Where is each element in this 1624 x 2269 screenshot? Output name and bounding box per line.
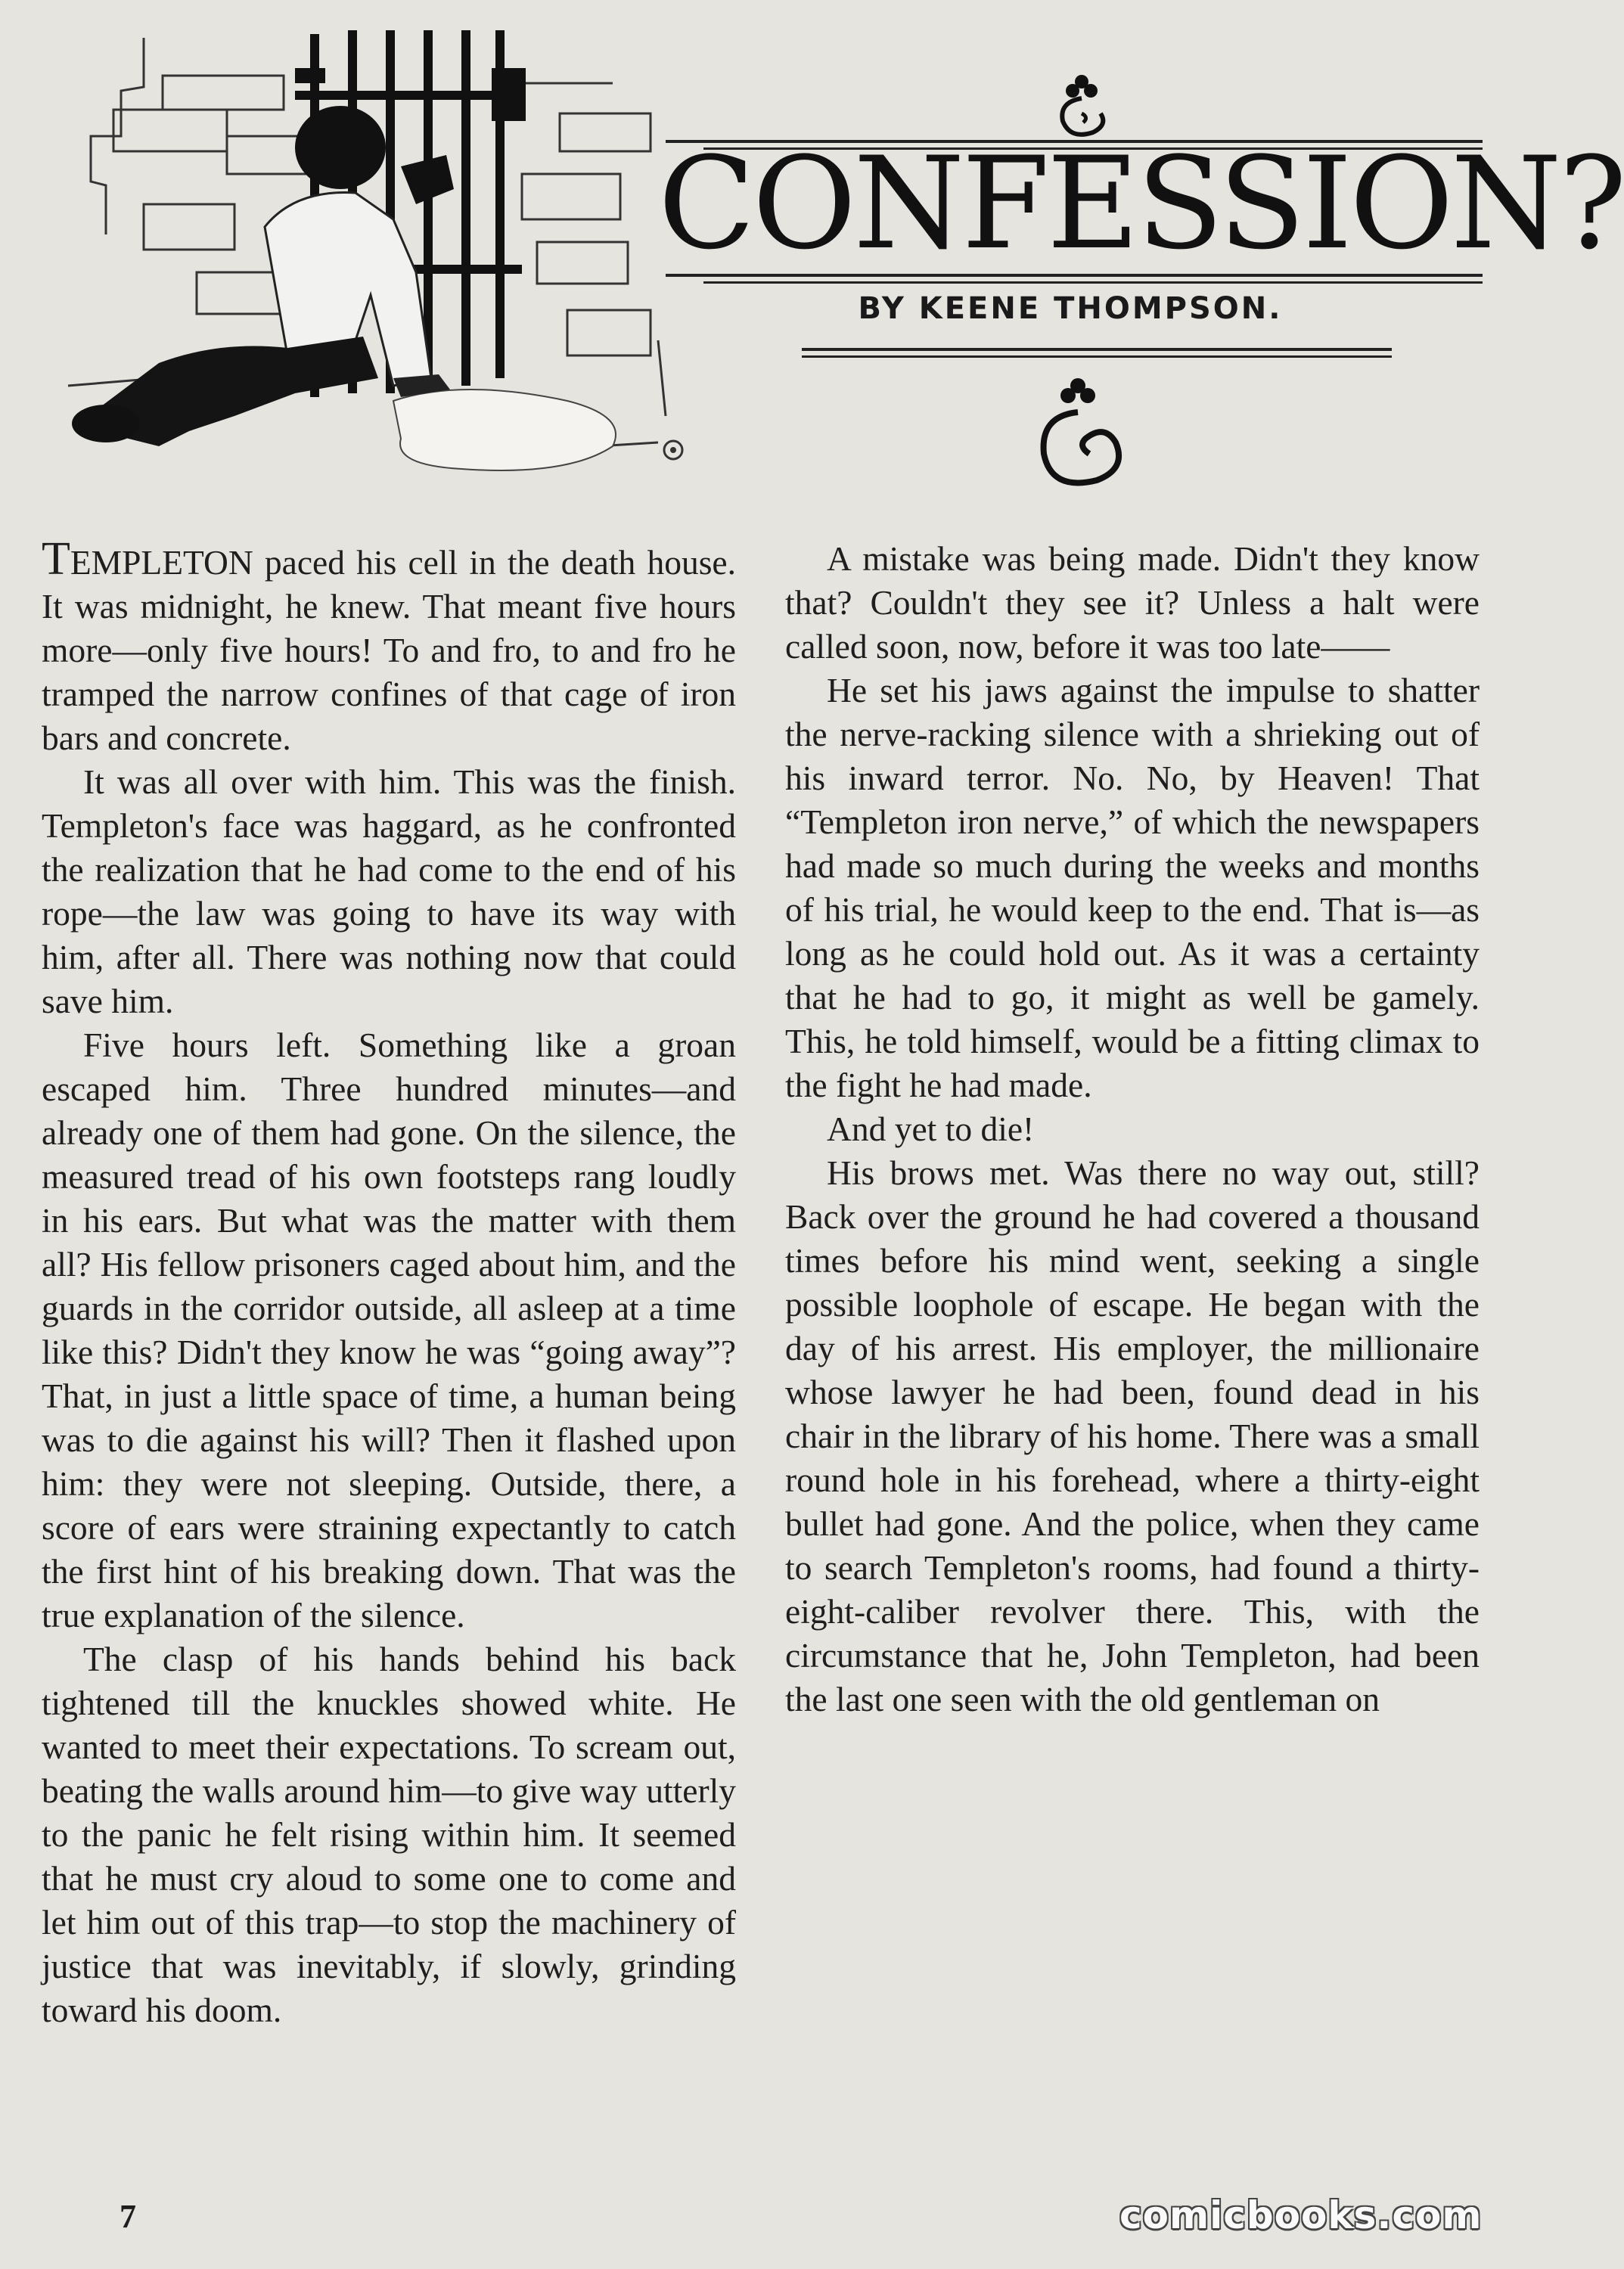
title-block [658,53,1624,507]
page-number: 7 [120,2198,136,2235]
article-column-right [785,537,1480,1721]
paragraph-8: His brows met. Was there no way out, still? Back over the ground he had covered a thousand times before his mind went, seeking a single possible loophole of escape. He began with the day of his arrest. His employer, the millionaire whose lawyer he had been, found dead in his chair in the library of his home. There was a small round hole in his forehead, where a thirty-eight bullet had gone. And the police, when they came to search Templeton's rooms, had found a thirty-eight-caliber revolver there. This, with the circumstance that he, John Templeton, had been the last one seen with the old gentleman on [785,1153,1480,1718]
paragraph-5: A mistake was being made. Didn't they know that? Couldn't they see it? Unless a halt were called soon, now, before it was too late—— [785,539,1480,666]
article-column-left [42,533,736,2032]
paragraph-1: TEMPLETON paced his cell in the death house. It was midnight, he knew. That meant five hours more—only five hours! To and fro, to and fro he tramped the narrow confines of that cage of iron bars and concrete. [42,533,736,757]
prisoner-at-bars-illustration [38,23,688,492]
paragraph-7: And yet to die! [827,1110,1035,1148]
paragraph-3: Five hours left. Something like a groan escaped him. Three hundred minutes—and already one of them had gone. On the silence, the measured tread of his own footsteps rang loudly in his ears. But what was the matter with them all? His fellow prisoners caged about him, and the guards in the corridor outside, all asleep at a time like this? Didn't they know he was “going away”? That, in just a little space of time, a human being was to die against his will? Then it flashed upon him: they were not sleeping. Outside, there, a score of ears were straining expectantly to catch the first hint of his breaking down. That was the true explanation of the silence. [42,1026,736,1634]
author-byline: BY KEENE THOMPSON. [858,291,1283,326]
paragraph-4: The clasp of his hands behind his back tightened till the knuckles showed white. He wanted to meet their expectations. To scream out, beating the walls around him—to give way utterly to the panic he felt rising within him. It seemed that he must cry aloud to some one to come and let him out of this trap—to stop the machinery of justice that was inevitably, if slowly, grinding toward his doom. [42,1640,736,2029]
article-title: CONFESSION? [658,129,1624,278]
clover-swirl-ornament-icon [1014,371,1142,499]
watermark-logo: comicbooks.com [1119,2193,1483,2237]
drop-cap: T [42,533,70,585]
paragraph-2: It was all over with him. This was the finish. Templeton's face was haggard, as he confronted the realization that he had come to the end of his rope—the law was going to have its way with him, after all. There was nothing now that could save him. [42,762,736,1020]
paragraph-6: He set his jaws against the impulse to shatter the nerve-racking silence with a shrieking out of his inward terror. No. No, by Heaven! That “Templeton iron nerve,” of which the newspapers had made so much during the weeks and months of his trial, he would keep to the end. That is—as long as he could hold out. As it was a certainty that he had to go, it might as well be gamely. This, he told himself, would be a fitting climax to the fight he had made. [785,671,1480,1104]
